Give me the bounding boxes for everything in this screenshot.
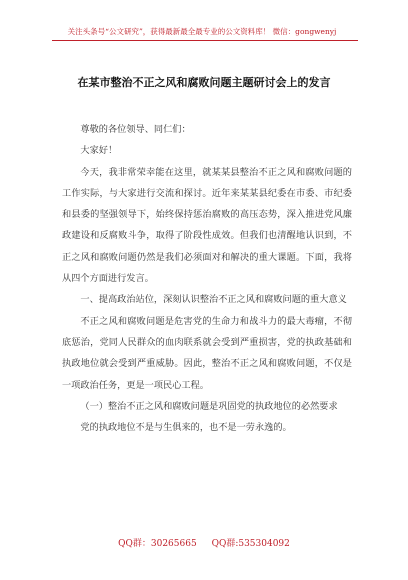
salutation: 尊敬的各位领导、同仁们：: [80, 124, 191, 135]
header-divider: [52, 40, 358, 41]
paragraph-1: 不正之风和腐败问题是危害党的生命力和战斗力的最大毒瘤，不彻底惩治，党同人民群众的血肉联系就会受到严重损害，党的执政基础和执政地位就会受到严重威胁。因此，整治不正之风和腐败问题，不仅是一项政治任务，更是一项民心工程。: [62, 315, 352, 391]
footer-contacts: [0, 536, 408, 549]
section-heading-1: 一、提高政治站位，深刻认识整治不正之风和腐败问题的重大意义: [80, 294, 347, 306]
paragraph-2: 党的执政地位不是与生俱来的，也不是一劳永逸的。: [80, 422, 292, 434]
footer-qq-group-2: QQ群:535304092: [211, 539, 290, 549]
document-body: [62, 119, 352, 438]
greeting: 大家好！: [80, 145, 118, 157]
promo-header: 关注头条号“公文研究”，获得最新最全最专业的公文资料库！ 微信：gongwenyj: [67, 27, 337, 36]
paragraph-intro: 今天，我非常荣幸能在这里，就某某县整治不正之风和腐败问题的工作实际，与大家进行交流和探讨。近年来某某县纪委在市委、市纪委和县委的坚强领导下，始终保持惩治腐败的高压态势，深入推进党风廉政建设和反腐败斗争，取得了阶段性成效。但我们也清醒地认识到，不正之风和腐败问题仍然是我们必须面对和解决的重大课题。下面，我将从四个方面进行发言。: [62, 166, 352, 285]
document-title: 在某市整治不正之风和腐败问题主题研讨会上的发言: [77, 76, 331, 89]
subsection-heading-1: （一）整治不正之风和腐败问题是巩固党的执政地位的必然要求: [80, 400, 338, 412]
footer-qq-group-1: QQ群：30265665: [118, 539, 197, 549]
